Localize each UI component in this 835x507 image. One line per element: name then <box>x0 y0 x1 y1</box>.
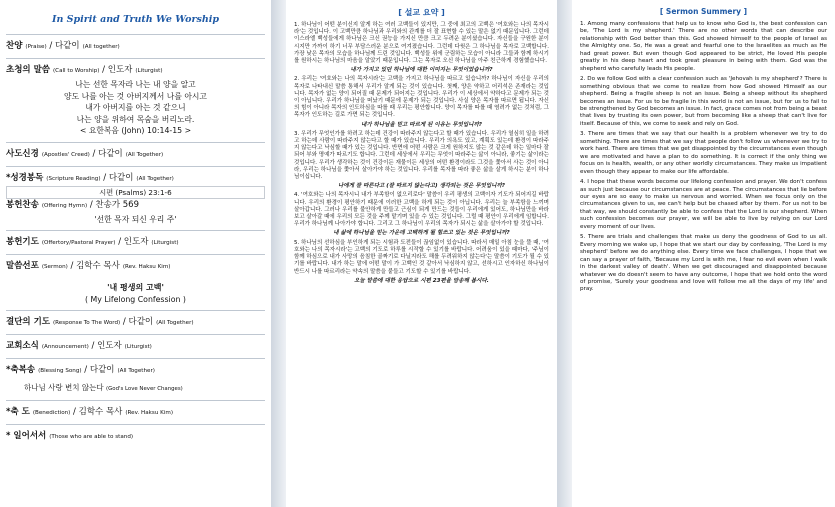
korean-question-4: 내 삶에 하나님을 믿는 가운데 고백하게 될 힘쓰고 있는 것은 무엇입니까? <box>333 230 510 237</box>
english-paragraph-3: 3. There are times that we say that our health is a problem whenever we try to do something. There are times that we say that people don't follow us whenever we try to work hard. There are times that we get disappointed by the circumstances even though we are motivated and have a plan to do something. It is correct if the only thing we focus on is health, wealth, or any other worldly circumstances. They make us impatient even though they appear to make our life affordable. <box>580 131 827 175</box>
creed-row: 사도신경 (Apostles' Creed) / 다같이 (All Together) <box>6 148 164 159</box>
divider <box>6 400 265 401</box>
worship-title: In Spirit and Truth We Worship <box>52 14 219 25</box>
response-prayer-row: 결단의 기도 (Response To The Word) / 다같이 (All Together) <box>6 317 194 327</box>
sermon-row: 말씀선포 (Sermon) / 김학수 목사 (Rev. Haksu Kim) <box>6 261 171 271</box>
korean-paragraph-2: 2. 우리는 '여호와는 나의 목자시라'는 고백을 가지고 하나님을 따르고 있습니까? 하나님이 자신을 우리의 목자로 나타내신 말씀 통해서 우리가 알게 되는 것이 있습니다. 첫째, 양은 약하고 어리석은 존재라는 것입니다. 목자가 없는 양이 되어질 때 문제가 되어지는 것입니다. 우리가 이 세상에서 약하다고 문제가 되는 것이 아닙니다. 우리가 하나님을 떠났기 때문에 문제가 되는 것입니다. 사실 양은 목자를 따르면 됩니다. 자신의 힘이 아니라 목자의 인도하심을 따를 때 우리는 평안합니다. 양이 목자를 따를 때 염려가 없는 것처럼, 그 목자가 인도하는 길로 가면 되는 것입니다. <box>294 76 549 119</box>
korean-question-2: 내가 하나님을 믿고 따르게 된 이유는 무엇입니까? <box>361 121 482 128</box>
divider <box>6 254 265 255</box>
call-to-worship-row: 초청의 말씀 (Call to Worship) / 인도자 (Liturgist) <box>6 65 163 75</box>
divider <box>6 230 265 231</box>
offering-hymn-row: 봉헌찬송 (Offering Hymn) / 찬송가 569 <box>6 199 139 210</box>
scripture-reference: 시편 (Psalms) 23:1-6 <box>6 186 265 199</box>
benediction-row: *축 도 (Benediction) / 김학수 목사 (Rev. Haksu Kim) <box>6 407 174 417</box>
divider <box>6 358 265 359</box>
offering-hymn-title: '선한 목자 되신 우리 주' <box>94 214 177 224</box>
korean-paragraph-3: 3. 우리가 무엇인가를 하려고 하는데 건강이 따라주지 않는다고 할 때가 있습니다. 우리가 열심히 일을 하려고 하는데 사람이 따라주지 않는다고 할 때가 있습니다. 우리가 의욕도 있고, 계획도 있는데 환경이 따라주지 않는다고 낙심할 때가 있는 것입니다. 반면에 어떤 사람은 크게 원하지도 않는 것 같은데 하는 일마다 잘 되어 부와 명예가 따르기도 합니다. 그런데 세상에서 우리는 무엇이 따라주는 삶이 아니라, 좋기는 삶이라는 것입니다. 우리가 생각하는 것이 건강이든 재물이든 세상의 어떤 환경이라도 그것을 쫓아서 사는 것이 아니라, 우리는 하나님을 쫓아서 살아가야 하는 것입니다. 우리를 목자를 따라 좋은 삶을 살게 하시는 분이 하나님이십니다. <box>294 130 549 181</box>
praise-row: 찬양 (Praise) / 다같이 (All together) <box>6 41 120 51</box>
korean-question-5: 오늘 말씀에 대한 응답으로 시편 23편을 암송해 봅시다. <box>354 277 489 284</box>
divider <box>6 166 265 167</box>
divider <box>6 310 265 311</box>
blessing-song-title: 하나님 사랑 변치 않는다 (God's Love Never Changes) <box>24 383 183 392</box>
english-paragraph-5: 5. There are trials and challenges that make us deny the goodness of God to us all. Every morning we wake up, I hope that we start our day by confessing, 'The Lord is my shepherd' before we do anything else. Every time we face challenges, I hope that we can say a prayer of faith, 'Because my Lord is with me, I fear no evil even when I walk in the darkest valley of death'. When we get discouraged and disappointed because whatever we do doesn't seem to have any outcome, I hope that we hold onto the word of promise, 'Surely your goodness and love will follow me all the days of my life' and pray. <box>580 234 827 293</box>
page-gutter <box>557 0 572 507</box>
korean-paragraph-1: 1. 하나님이 어떤 분이신지 알게 하는 여러 고백들이 있지만, 그 중에 최고의 고백은 '여호와는 나의 목자시라'는 것입니다. 이 고백만큼 하나님과 우리와의 관계를 더 잘 표현할 수 있는 말은 없기 때문입니다. 그런데 이스라엘 백성들에게 하나님은 크신 권능을 가지신 만큼 크고 두려운 분이셨습니다. 자신들을 구원한 분이시지만 가까이 하기 너무 부담스러운 분으로 여겨졌습니다. 그런데 다윗은 그 하나님을 목자로 고백합니다. 가장 낮은 목자의 모습을 하나님께 드린 것입니다. 백성들 위에 군림하는 모습이 아니라 그들과 함께 하시기를 원하시는 하나님의 마음을 알았기 때문입니다. 그는 목자로 오신 하나님을 아주 친근하게 경험했습니다. <box>294 22 549 65</box>
standing-note-row: * 일어서서 (Those who are able to stand) <box>6 431 134 441</box>
offertory-prayer-row: 봉헌기도 (Offertory/Pastoral Prayer) / 인도자 (Liturgist) <box>6 237 179 247</box>
page-gutter <box>271 0 286 507</box>
divider <box>6 424 265 425</box>
divider <box>6 58 265 59</box>
english-summary-title: [ Sermon Summery ] <box>659 7 748 16</box>
worship-order-page <box>0 0 271 507</box>
call-to-worship-text: 나는 선한 목자라 나는 내 양을 알고 양도 나를 아는 것 아버지께서 나를 아시고 내가 아버지를 아는 것 같으니 나는 양을 위하여 목숨을 버리노라. < 요한복음 (John) 10:14-15 > <box>64 80 207 135</box>
english-summary-page <box>572 0 835 507</box>
english-paragraph-2: 2. Do we follow God with a clear confession such as 'Jehovah is my shepherd'? There is something obvious that we come to realize from how God showed Himself as our shepherd. Being a fragile sheep is not an issue. Being a sheep without its shepherd becomes an issue. For us to be fragile in this world is not an issue, but for us to fail to be strengthened by God becomes an issue. In fact, grace comes not from being a beast that lives by trusting its own power, but from becoming like a sheep that can't live for itself. Because of this, we come to seek and rely on God. <box>580 76 827 127</box>
korean-paragraph-5: 5. 하나님의 선하심을 부인하게 되는 시험과 도전들이 끊임없이 있습니다. 따라서 매일 아침 눈을 뜰 때, '여호와는 나의 목자시라'는 고백의 기도로 하루를 시작할 수 있기를 바랍니다. 어려움이 있을 때마다, '주님이 함께 하심으로 내가 사망의 음침한 골짜기로 다닐지라도 해를 두려워하지 않는다'는 말씀이 기도가 될 수 있기를 바랍니다. 내가 하는 말에 어떤 말이 가 고백인 것 같아서 낙심하지 않고, 선하시고 인자하신 하나님이 반드시 나를 따르리라는 약속의 말씀을 붙들고 기도할 수 있기를 바랍니다. <box>294 239 549 275</box>
korean-summary-title: [ 설교 요약 ] <box>398 8 445 17</box>
english-paragraph-4: 4. I hope that these words become our lifelong confession and prayer. We don't confess as such just because our circumstances are at peace. The circumstances that lie before our eyes are so easy to make us nervous and worried. When we focus only on the circumstances given to us, we can't help but be chased after by them. For us not to be that way, we should constantly be able to confess that the Lord is our shepherd. When such confession becomes our prayer, we will be able to live by relying on our Lord every moment of our lives. <box>580 179 827 230</box>
korean-paragraph-4: 4. '여호와는 나의 목자시니 내가 부족함이 없으리로다' 말씀이 우리 평생의 고백이자 기도가 되어지길 바랍니다. 우리의 환경이 평안하기 때문에 이러한 고백을 하게 되는 것이 아닙니다. 우리는 늘 부족함을 느끼며 살아갑니다. 그러나 우리를 불안하게 만들고 근심이 되게 만드는 것들이 우리에게 있어도, 하나님만을 바라보고 살아갈 때에 우리의 모든 것을 주께 맡기며 있을 수 있는 것입니다. 그럴 때 평안이 우리에게 임합니다. 우리가 하나님께 나아가야 합니다. 그리고 그 하나님이 우리의 목자가 되시는 삶을 살아가야 할 것입니다. <box>294 192 549 228</box>
blessing-song-row: *축복송 (Blessing Song) / 다같이 (All Together) <box>6 365 155 375</box>
announcement-row: 교회소식 (Announcement) / 인도자 (Liturgist) <box>6 341 152 351</box>
sermon-title: '내 평생의 고백' ( My Lifelong Confession ) <box>85 283 186 304</box>
scripture-reading-row: *성경봉독 (Scripture Reading) / 다같이 (All Together) <box>6 172 174 183</box>
divider <box>6 142 265 143</box>
divider <box>6 34 265 35</box>
divider <box>6 334 265 335</box>
korean-question-1: 내가 가지고 있던 하나님에 대한 이미지는 무엇이었습니까? <box>350 67 493 74</box>
english-paragraph-1: 1. Among many confessions that help us to know who God is, the best confession can be, 'The Lord is my shepherd.' There are no other words that can describe our relationship with God better than this. God showed himself to the people of Israel as the Almighty one. So, He was a great and fearful one to the Israelites as much as He had great power. But even though God appeared to be strict, He loved His people greatly in his deep heart and took great pleasure in being with them. God was the shepherd who carefully leads His people. <box>580 21 827 72</box>
korean-question-3: 나에게 잘 따른다고 (잘 따르지 않는다고) 생각되는 것은 무엇입니까? <box>338 183 505 190</box>
korean-summary-page <box>286 0 557 507</box>
